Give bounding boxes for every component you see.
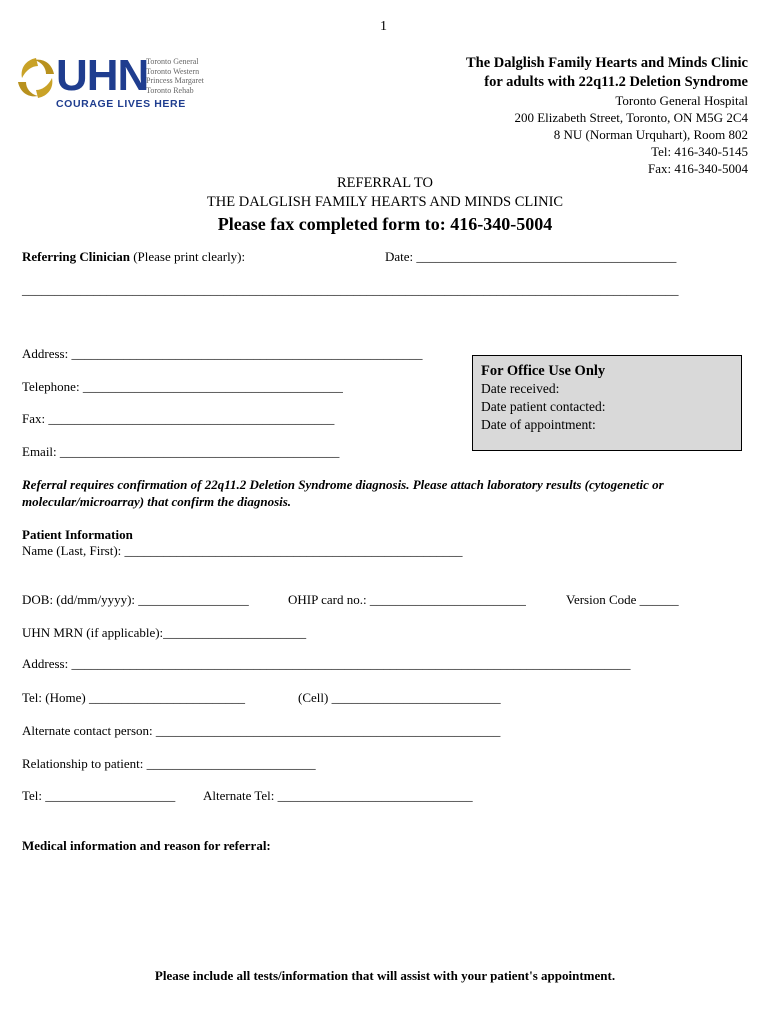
clinician-telephone-field[interactable]: Telephone: ________________________________________ (22, 379, 343, 394)
room-address: 8 NU (Norman Urquhart), Room 802 (553, 127, 748, 142)
ohip-card-field[interactable]: OHIP card no.: ________________________ (288, 592, 526, 607)
logo-wordmark: UHN (56, 51, 149, 100)
clinic-name-line2: for adults with 22q11.2 Deletion Syndrome (484, 74, 748, 90)
logo-tagline: COURAGE LIVES HERE (56, 98, 186, 110)
logo-hospital: Toronto General (146, 57, 199, 66)
patient-name-field[interactable]: Name (Last, First): ____________________________________________________ (22, 543, 463, 558)
referring-clinician-field[interactable] (22, 249, 245, 265)
hospital-name: Toronto General Hospital (615, 93, 748, 108)
referral-date-field[interactable]: Date: ________________________________________ (385, 249, 677, 264)
clinician-address-field[interactable]: Address: ______________________________________________________ (22, 346, 423, 361)
logo-hospital: Toronto Western (146, 66, 200, 76)
patient-dob-field[interactable]: DOB: (dd/mm/yyyy): _________________ (22, 592, 249, 607)
uhn-logo (16, 51, 210, 114)
office-use-box (472, 355, 742, 451)
medical-info-label: Medical information and reason for referral: (22, 838, 271, 853)
patient-cell-tel-field[interactable]: (Cell) __________________________ (298, 690, 501, 705)
title-line2: THE DALGLISH FAMILY HEARTS AND MINDS CLINIC (206, 194, 564, 210)
uhn-emblem-icon (16, 56, 56, 100)
page-number: 1 (380, 19, 387, 34)
clinic-header (466, 54, 748, 177)
street-address: 200 Elizabeth Street, Toronto, ON M5G 2C4 (514, 110, 748, 125)
title-line1: REFERRAL TO (336, 175, 433, 191)
version-code-field[interactable]: Version Code ______ (566, 592, 679, 607)
office-date-received: Date received: (481, 381, 560, 396)
logo-hospital-list (146, 57, 204, 95)
logo-hospital: Princess Margaret (146, 76, 204, 85)
patient-home-tel-field[interactable]: Tel: (Home) ________________________ (22, 690, 245, 705)
clinician-email-field[interactable]: Email: ___________________________________________ (22, 444, 340, 459)
patient-section-title: Patient Information (22, 527, 133, 542)
referring-clinician-hint: (Please print clearly): (129, 249, 246, 264)
referring-clinician-label: Referring Clinician (22, 249, 130, 264)
alternate-tel-field[interactable]: Alternate Tel: ______________________________ (203, 788, 473, 803)
uhn-mrn-field[interactable]: UHN MRN (if applicable):______________________ (22, 625, 307, 640)
relationship-field[interactable]: Relationship to patient: __________________________ (22, 756, 316, 771)
diagnosis-requirement-note: Referral requires confirmation of 22q11.2 Deletion Syndrome diagnosis. Please attach laboratory results (cytogenetic or molecular/microarray) that confirm the diagnosis. (22, 477, 664, 509)
office-date-contacted: Date patient contacted: (481, 399, 606, 414)
logo-hospital: Toronto Rehab (146, 85, 194, 95)
alternate-contact-field[interactable]: Alternate contact person: _____________________________________________________ (22, 723, 501, 738)
clinician-fax-field[interactable]: Fax: ____________________________________________ (22, 411, 335, 426)
clinic-phone: Tel: 416-340-5145 (651, 144, 748, 159)
contact-tel-field[interactable]: Tel: ____________________ (22, 788, 176, 803)
clinic-name-line1: The Dalglish Family Hearts and Minds Clinic (466, 55, 748, 71)
form-title (0, 174, 770, 236)
office-date-appointment: Date of appointment: (481, 417, 596, 432)
footer-instruction: Please include all tests/information that will assist with your patient's appointment. (154, 968, 616, 983)
patient-address-field[interactable]: Address: ______________________________________________________________________________________ (22, 656, 631, 671)
office-use-title: For Office Use Only (481, 363, 606, 379)
clinic-fax: Fax: 416-340-5004 (647, 161, 748, 176)
fax-instruction: Please fax completed form to: 416-340-5004 (217, 214, 553, 234)
clinician-name-line[interactable]: _____________________________________________________________________________________________________ (22, 282, 679, 297)
